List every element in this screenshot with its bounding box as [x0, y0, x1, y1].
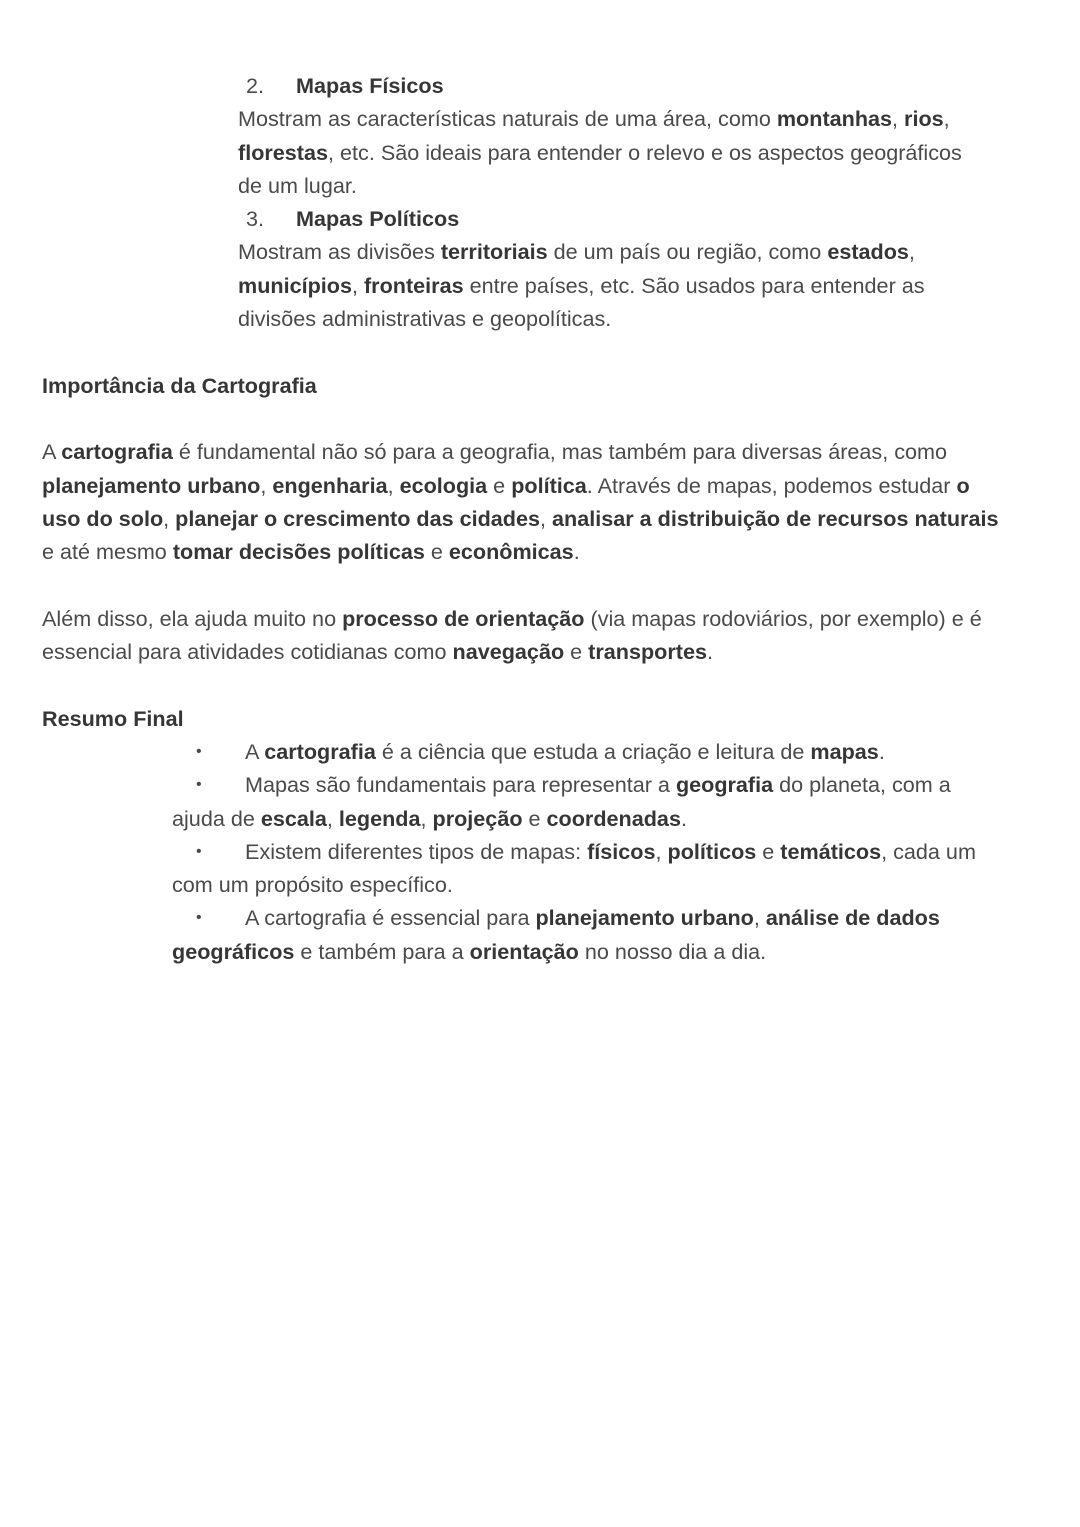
blank-line	[0, 668, 1080, 701]
text: de um país ou região, como	[547, 239, 828, 265]
bold-text: processo de orientação	[342, 605, 585, 631]
bold-text: o	[956, 472, 970, 498]
bold-text: transportes	[588, 639, 707, 665]
text: é a ciência que estuda a criação e leitura de	[375, 738, 811, 764]
blank-line	[0, 568, 1080, 601]
list-item-text-line	[0, 302, 1080, 335]
list-item-text-line	[0, 269, 1080, 302]
text: ajuda de	[172, 805, 261, 831]
text: , cada um	[881, 838, 976, 864]
bold-text: coordenadas	[546, 805, 681, 831]
list-item-text-line	[0, 169, 1080, 202]
list-item-heading	[0, 202, 1080, 235]
text: .	[573, 539, 580, 565]
bullet-text	[245, 735, 885, 768]
bold-text: geografia	[675, 772, 774, 798]
bold-text: montanhas	[776, 106, 893, 132]
summary-bullet-item	[0, 901, 1080, 934]
bold-text: planejamento urbano	[535, 905, 754, 931]
bold-text: ecologia	[399, 472, 488, 498]
bullet-continuation-line	[0, 868, 1080, 901]
text: Além disso, ela ajuda muito no	[42, 605, 343, 631]
text: ,	[351, 272, 364, 298]
bold-text: planejar o crescimento das cidades	[175, 505, 541, 531]
summary-bullet-item	[0, 735, 1080, 768]
bold-text: municípios	[238, 272, 352, 298]
paragraph-line	[0, 535, 1080, 568]
text: Existem diferentes tipos de mapas:	[245, 838, 588, 864]
bold-text: cartografia	[61, 439, 173, 465]
text: Mapas são fundamentais para representar a	[245, 772, 676, 798]
text: divisões administrativas e geopolíticas.	[238, 306, 612, 332]
text: de um lugar.	[238, 172, 357, 198]
list-item-heading	[0, 69, 1080, 102]
text: e até mesmo	[42, 539, 173, 565]
bold-text: navegação	[452, 639, 565, 665]
paragraph-line	[0, 469, 1080, 502]
section-heading: Resumo Final	[42, 705, 184, 731]
bold-text: política	[511, 472, 587, 498]
bullet-continuation-line	[0, 802, 1080, 835]
bold-text: analisar a distribuição de recursos naturais	[552, 505, 999, 531]
text: Mostram as divisões	[238, 239, 441, 265]
text: do planeta, com a	[773, 772, 951, 798]
text: , etc. São ideais para entender o relevo e os aspectos geográficos	[328, 139, 962, 165]
paragraph-line	[0, 635, 1080, 668]
list-item-title: Mapas Físicos	[296, 73, 444, 98]
list-item-text-line	[0, 102, 1080, 135]
bold-text: engenharia	[272, 472, 388, 498]
text: ,	[387, 472, 400, 498]
text: ,	[163, 505, 176, 531]
bold-text: legenda	[338, 805, 421, 831]
bold-text: rios	[904, 106, 944, 132]
text: A	[42, 439, 62, 465]
text: e	[564, 639, 589, 665]
bold-text: uso do solo	[42, 505, 164, 531]
text: ,	[326, 805, 339, 831]
text: ,	[540, 505, 553, 531]
text: e	[756, 838, 781, 864]
bullet-text	[245, 901, 940, 934]
bullet-icon: •	[196, 776, 202, 794]
text: com um propósito específico.	[172, 872, 453, 898]
text: ,	[260, 472, 273, 498]
text: e	[522, 805, 547, 831]
text: A cartografia é essencial para	[245, 905, 536, 931]
summary-bullet-item	[0, 768, 1080, 801]
bullet-text	[245, 768, 951, 801]
bold-text: análise de dados	[765, 905, 940, 931]
list-number: 2.	[246, 73, 265, 98]
text: entre países, etc. São usados para entender as	[463, 272, 925, 298]
bold-text: projeção	[432, 805, 523, 831]
bold-text: fronteiras	[363, 272, 464, 298]
text: ,	[753, 905, 766, 931]
text: . Através de mapas, podemos estudar	[586, 472, 957, 498]
blank-line	[0, 402, 1080, 435]
text: e	[487, 472, 512, 498]
bold-text: orientação	[469, 938, 579, 964]
list-number: 3.	[246, 206, 265, 232]
paragraph-line	[0, 435, 1080, 468]
text: ,	[908, 239, 915, 265]
text: no nosso dia a dia.	[578, 938, 767, 964]
list-item-title: Mapas Políticos	[296, 206, 460, 232]
bold-text: temáticos	[780, 838, 882, 864]
bold-text: planejamento urbano	[42, 472, 261, 498]
bullet-icon: •	[196, 742, 202, 760]
bold-text: territoriais	[440, 239, 548, 265]
list-item-text-line	[0, 136, 1080, 169]
text: Mostram as características naturais de uma área, como	[238, 106, 777, 132]
blank-line	[0, 335, 1080, 368]
paragraph-line	[0, 602, 1080, 635]
bold-text: geográficos	[172, 938, 295, 964]
text: ,	[420, 805, 433, 831]
bullet-icon: •	[196, 909, 202, 927]
text: e	[424, 539, 449, 565]
text: ,	[655, 838, 668, 864]
summary-bullet-item	[0, 835, 1080, 868]
text: A	[245, 738, 265, 764]
bold-text: mapas	[810, 738, 879, 764]
text: .	[680, 805, 687, 831]
text: e também para a	[294, 938, 470, 964]
text: (via mapas rodoviários, por exemplo) e é	[584, 605, 982, 631]
text: é fundamental não só para a geografia, mas também para diversas áreas, como	[172, 439, 948, 465]
text: ,	[943, 106, 950, 132]
bold-text: políticos	[667, 838, 757, 864]
text: .	[706, 639, 713, 665]
text: ,	[892, 106, 905, 132]
section-heading: Importância da Cartografia	[42, 372, 317, 398]
bold-text: econômicas	[448, 539, 574, 565]
bold-text: físicos	[587, 838, 656, 864]
paragraph-line	[0, 502, 1080, 535]
list-item-text-line	[0, 235, 1080, 268]
bullet-icon: •	[196, 842, 202, 860]
text: .	[878, 738, 885, 764]
bold-text: escala	[260, 805, 327, 831]
bold-text: estados	[827, 239, 909, 265]
bullet-continuation-line	[0, 935, 1080, 968]
bold-text: tomar decisões políticas	[172, 539, 425, 565]
text: essencial para atividades cotidianas como	[42, 639, 453, 665]
bold-text: florestas	[238, 139, 329, 165]
bullet-text	[245, 835, 976, 868]
bold-text: cartografia	[264, 738, 376, 764]
